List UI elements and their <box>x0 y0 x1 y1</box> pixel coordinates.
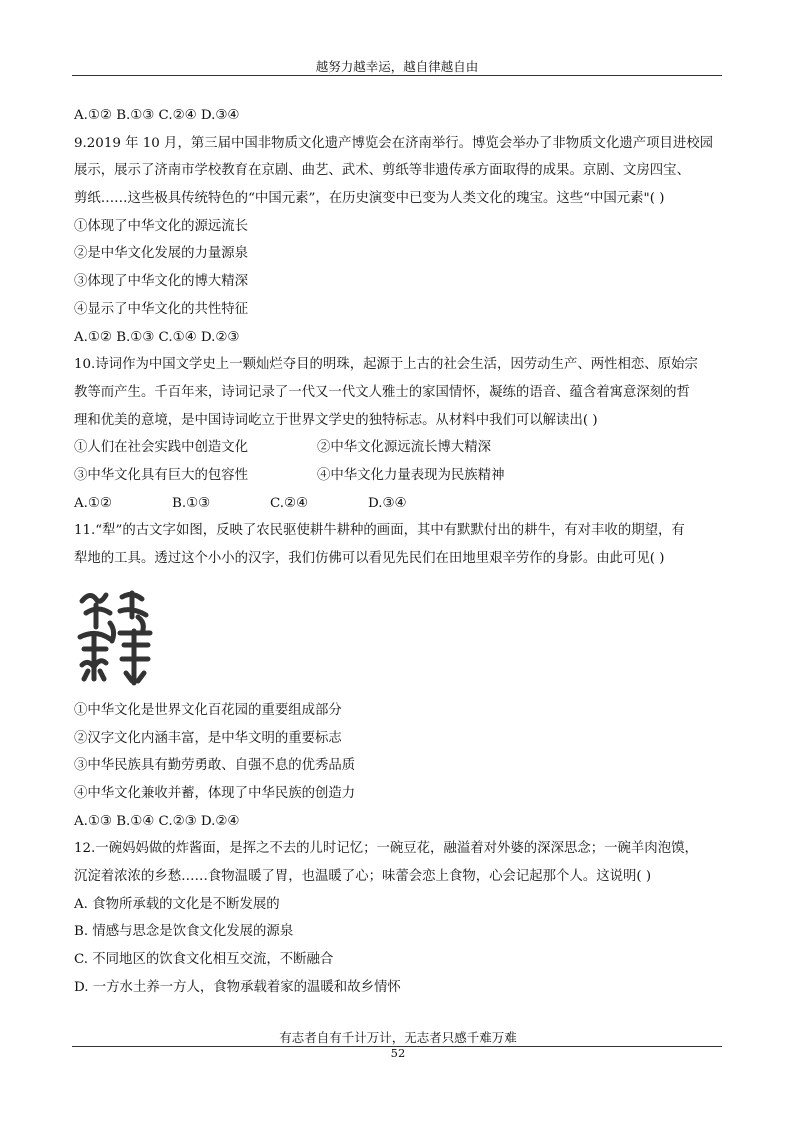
q11-stem-line: 犁地的工具。透过这个小小的汉字，我们仿佛可以看见先民们在田地里艰辛劳作的身影。由此可见( ) <box>74 551 665 567</box>
q8-options: A.①② B.①③ C.②④ D.③④ <box>74 108 240 123</box>
q9-stem-line: 9.2019 年 10 月，第三届中国非物质文化遗产博览会在济南举行。博览会举办了非物质文化遗产项目进校园 <box>74 135 714 151</box>
q12-option: D. 一方水土养一方人，食物承载着家的温暖和故乡情怀 <box>74 979 401 995</box>
q12-option: C. 不同地区的饮食文化相互交流，不断融合 <box>74 952 334 968</box>
q11-item: ②汉字文化内涵丰富，是中华文明的重要标志 <box>74 730 342 746</box>
q9-options: A.①② B.①③ C.①④ D.②③ <box>74 329 240 345</box>
q11-stem-line: 11.“犁”的古文字如图，反映了农民驱使耕牛耕种的画面，其中有默默付出的耕牛，有对丰收的期望，有 <box>74 523 685 539</box>
q10-stem-line: 教等而产生。千百年来，诗词记录了一代又一代文人雅士的家国情怀，凝练的语音、蕴含着寓意深刻的哲 <box>74 384 690 400</box>
q10-option: C.②④ <box>270 495 309 511</box>
q10-stem-line: 理和优美的意境，是中国诗词屹立于世界文学史的独特标志。从材料中我们可以解读出( ) <box>74 412 598 428</box>
page-content <box>74 102 722 1001</box>
seal-script-glyph-icon <box>76 587 156 687</box>
q10-stem-line: 10.诗词作为中国文学史上一颗灿烂夺目的明珠，起源于上古的社会生活，因劳动生产、两性相恋、原始宗 <box>74 357 698 373</box>
q12-stem-line: 沉淀着浓浓的乡愁……食物温暖了胃，也温暖了心；味蕾会恋上食物，心会记起那个人。这说明( ) <box>74 868 652 884</box>
q11-options: A.①③ B.①④ C.②③ D.②④ <box>74 813 240 829</box>
q10-item: ④中华文化力量表现为民族精神 <box>317 468 505 484</box>
question-12-stem <box>74 835 722 890</box>
q9-item: ③体现了中华文化的博大精深 <box>74 274 249 290</box>
q10-items-row <box>74 462 722 490</box>
q10-items-row <box>74 434 722 462</box>
q10-option: B.①③ <box>172 495 211 511</box>
q9-item: ②是中华文化发展的力量源泉 <box>74 246 249 262</box>
page-footer-motto: 有志者自有千计万计，无志者只感千难万难 <box>279 1030 517 1045</box>
q11-item: ①中华文化是世界文化百花园的重要组成部分 <box>74 702 342 718</box>
page-header-motto: 越努力越幸运，越自律越自由 <box>315 59 479 74</box>
ancient-character-li-image <box>76 587 156 687</box>
q11-item: ④中华文化兼收并蓄，体现了中华民族的创造力 <box>74 785 356 801</box>
q11-item: ③中华民族具有勤劳勇敢、自强不息的优秀品质 <box>74 758 356 774</box>
question-11-stem <box>74 517 722 572</box>
q10-options <box>74 490 722 518</box>
q12-stem-line: 12.一碗妈妈做的炸酱面，是挥之不去的儿时记忆；一碗豆花，融溢着对外婆的深深思念；一碗羊肉泡馍， <box>74 841 698 857</box>
q9-stem-line: 剪纸……这些极具传统特色的“中国元素”，在历史演变中已变为人类文化的瑰宝。这些“中国元素"( ) <box>74 191 665 207</box>
q9-item: ①体现了中华文化的源远流长 <box>74 218 249 234</box>
q12-option: A. 食物所承载的文化是不断发展的 <box>74 896 280 912</box>
q9-stem-line: 展示，展示了济南市学校教育在京剧、曲艺、武术、剪纸等非遗传承方面取得的成果。京剧、文房四宝、 <box>74 163 690 179</box>
q12-option: B. 情感与思念是饮食文化发展的源泉 <box>74 924 294 940</box>
q9-item: ④显示了中华文化的共性特征 <box>74 301 249 317</box>
q10-item: ①人们在社会实践中创造文化 <box>74 440 249 456</box>
question-9-stem <box>74 130 722 213</box>
question-10-stem <box>74 351 722 434</box>
header-divider <box>72 75 722 76</box>
q10-option: D.③④ <box>368 495 407 511</box>
q10-option: A.①② <box>74 495 112 511</box>
page-number: 52 <box>390 1046 406 1060</box>
q10-item: ②中华文化源远流长博大精深 <box>317 440 492 456</box>
q10-item: ③中华文化具有巨大的包容性 <box>74 468 249 484</box>
